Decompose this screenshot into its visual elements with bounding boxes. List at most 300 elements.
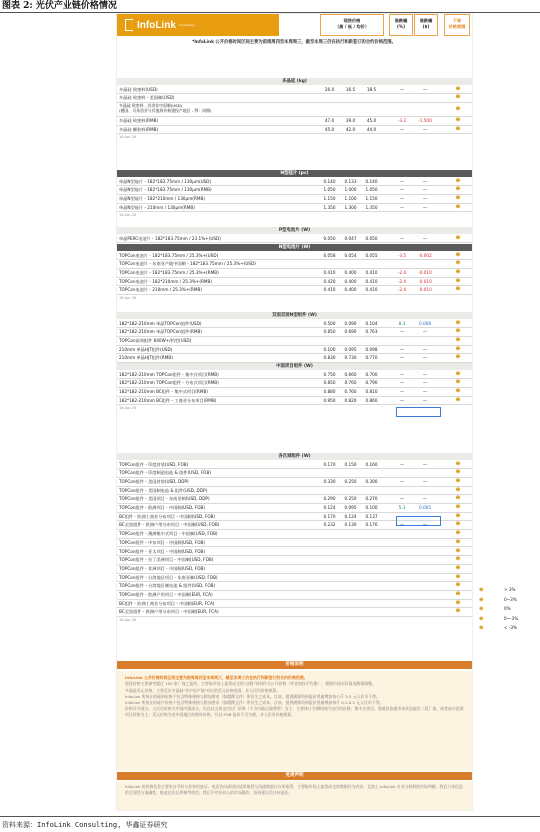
table-row [117, 530, 472, 539]
price-avg: 0.770 [365, 355, 378, 361]
forecast-icon: ☻ [455, 557, 461, 563]
product-name: TOPCon电池片 - 182*183.75mm / 25.3%+(RMB) [119, 269, 219, 275]
price-high: 0.170 [323, 461, 336, 467]
table-row [117, 186, 472, 195]
price-low: 0.760 [344, 380, 357, 386]
price-avg: 0.300 [365, 478, 378, 484]
brand-sub: Consulting [178, 23, 195, 27]
forecast-icon: ☻ [455, 178, 461, 184]
note-line: InfoLink 公开价格时间区间主要为前周周四至本周周三，截至本周三仍在执行和新签订的合约价格范围。 [125, 675, 308, 680]
price-low: 0.133 [344, 178, 357, 184]
price-avg: 0.410 [365, 269, 378, 275]
table-row [117, 388, 472, 397]
product-name: TOPCon组件 - 台湾地区项目 - 东南亚制(USD, FOB) [119, 574, 218, 580]
price-low: 0.130 [344, 522, 357, 528]
price-high: 1.050 [323, 187, 336, 193]
product-name: BC全黑组件 - 欧洲户用分布项目 - 中国制(USD, FOB) [119, 522, 220, 528]
section-title-regional-module: 各区域组件 (W) [117, 453, 472, 460]
table-row [117, 278, 472, 287]
figure-title: 图表 2: 光伏产业链价格情况 [2, 1, 117, 11]
product-name: TOPCon组件 - 欧洲项目 - 中国制(USD, FOB) [119, 505, 206, 510]
change-abs: -0.010 [418, 287, 432, 293]
table-row [117, 260, 472, 269]
price-head-1: 现货价格 [343, 18, 361, 23]
product-name: 182*182-210mm TOPCon组件 - 集中式项目(RMB) [119, 371, 219, 377]
forecast-icon: ☻ [455, 574, 461, 580]
change-abs: — [422, 235, 428, 241]
price-high: 0.880 [323, 388, 336, 394]
forecast-icon: ☻ [455, 609, 461, 615]
brand-banner [117, 14, 279, 36]
change-abs: — [422, 346, 428, 352]
forecast-icon: ☻ [455, 600, 461, 606]
product-name: TOPCon组件 - 非洲项目 - 中国制(USD, FOB) [119, 565, 206, 571]
product-name: 多晶硅 致密料 - 美国制(USD) [119, 95, 175, 101]
legend-item [476, 585, 536, 595]
price-avg: 0.410 [365, 287, 378, 293]
table-row [117, 487, 472, 496]
change-abs: -1.500 [418, 117, 432, 123]
forecast-icon: ☻ [455, 261, 461, 267]
price-avg: 0.137 [365, 513, 378, 519]
price-high: 0.140 [323, 178, 336, 184]
change-pct: 5.3 [398, 505, 406, 510]
price-avg: 1.150 [365, 195, 378, 201]
section-title-polysilicon: 多晶硅 (kg) [117, 78, 472, 85]
forecast-icon: ☻ [455, 496, 461, 502]
product-name: BC组件 - 欧洲工商业分布项目 - 中国制(EUR, FCA) [119, 600, 215, 606]
change-abs: — [422, 496, 428, 502]
table-row [117, 252, 472, 261]
price-notes [117, 671, 472, 771]
section-title-n-cell: N型电池片 (W) [117, 244, 472, 251]
product-name: 多晶硅 颗粒料(RMB) [119, 126, 159, 132]
forecast-icon: ☻ [455, 204, 461, 210]
price-low: 0.095 [344, 346, 357, 352]
product-name: TOPCon电池片 - 182*183.75mm / 25.3%+(USD) [119, 252, 219, 258]
table-row [117, 346, 472, 355]
price-high: 45.0 [324, 126, 335, 132]
chg-col-header [389, 14, 413, 36]
pred-head-2: 价格预测 [448, 24, 466, 29]
change-pct: — [399, 235, 405, 241]
change-pct: — [399, 126, 405, 132]
product-name: TOPCon电池片 - 东南亚产地中国制 - 182*183.75mm / 25.3%+(USD) [119, 261, 256, 267]
date-stamp: 18-Apr-26 [119, 405, 137, 410]
table-row [117, 379, 472, 388]
forecast-icon: ☻ [455, 470, 461, 476]
legend-item [476, 595, 536, 605]
change-abs: — [422, 126, 428, 132]
price-low: 0.760 [344, 388, 357, 394]
table-row [117, 504, 472, 513]
price-low: 0.690 [344, 329, 357, 335]
date-stamp: 18-Apr-26 [119, 134, 137, 139]
price-high: 47.0 [324, 117, 335, 123]
price-high: 1.350 [323, 204, 336, 210]
price-high: 0.410 [323, 269, 336, 275]
table-row [117, 94, 472, 103]
forecast-icon: ☻ [455, 461, 461, 467]
price-high: 0.058 [323, 252, 336, 258]
forecast-icon: ☻ [455, 522, 461, 528]
change-pct: -2.4 [397, 269, 407, 275]
note-line: InfoLink 所统计的硅料价格不包含特殊规格与附加要求（如精撰文件）所衍生之成本。目前，提供溯源资料报价普遍增加每公斤 3-5 元人民币不等。 [125, 693, 380, 699]
product-name [119, 103, 212, 113]
table-row [117, 269, 472, 278]
table-row [117, 286, 472, 295]
price-avg: 0.700 [365, 371, 378, 377]
price-avg: 0.810 [365, 388, 378, 394]
section-title-bifacial-module: 双面双玻N型组件 (W) [117, 312, 472, 319]
forecast-icon: ☻ [455, 539, 461, 545]
forecast-icon: ☻ [455, 397, 461, 403]
table-row [117, 574, 472, 583]
product-name: 多晶硅 致密料(USD) [119, 86, 158, 92]
section-title-p-cell: P型电池片 (W) [117, 227, 472, 234]
product-name: TOPCon组件 - 印度制造电池 & 组件(USD, FOB) [119, 470, 211, 476]
chg-head-2: (%) [396, 24, 406, 29]
date-stamp: 18-Apr-26 [119, 617, 137, 622]
price-avg: 1.350 [365, 204, 378, 210]
pred-head-1: 下周 [452, 18, 462, 23]
price-low: 42.0 [345, 126, 356, 132]
price-head-2: （高 / 低 / 均价） [334, 24, 370, 29]
legend-item [476, 614, 536, 624]
legend-label: < -3% [504, 625, 517, 630]
price-avg: 0.098 [365, 346, 378, 352]
price-avg: 0.176 [365, 522, 378, 528]
price-high: 0.290 [323, 496, 336, 502]
product-name: 单晶N型硅片 - 210mm / 130μm(RMB) [119, 204, 195, 210]
product-name: 182*182-210mm 单晶TOPCon组件(RMB) [119, 329, 203, 335]
change-pct: -2.4 [397, 278, 407, 284]
price-avg: 0.270 [365, 496, 378, 502]
change-pct: — [399, 461, 405, 467]
change-pct: — [399, 522, 405, 528]
forecast-icon: ☻ [455, 380, 461, 386]
table-row [117, 103, 472, 117]
price-low: 0.150 [344, 461, 357, 467]
change-pct: — [399, 355, 405, 361]
date-stamp: 18-Apr-26 [119, 212, 137, 217]
note-line: 多晶硅美元价格，主要反应多晶硅"非中国产地"对应的美元价格范围，非人民币价格换算。 [125, 687, 281, 693]
change-abs: — [422, 204, 428, 210]
forecast-icon: ☻ [455, 252, 461, 258]
change-pct: — [399, 380, 405, 386]
change-pct: — [399, 346, 405, 352]
product-name: 单晶PERC电池片 - 182*183.75mm / 23.1%+(USD) [119, 235, 221, 241]
forecast-icon: ☻ [455, 531, 461, 537]
forecast-icon: ☻ [455, 86, 461, 92]
forecast-icon: ☻ [455, 592, 461, 597]
change-pct: -3.5 [397, 252, 407, 258]
table-row [117, 469, 472, 478]
forecast-icon: ☻ [455, 505, 461, 510]
price-low: 16.5 [345, 86, 356, 92]
smiley-icon: ☻ [479, 606, 484, 611]
forecast-icon: ☻ [455, 487, 461, 493]
price-high: 0.170 [323, 513, 336, 519]
price-low: 0.054 [344, 252, 357, 258]
legend-label: > 3% [504, 587, 516, 592]
forecast-icon: ☻ [455, 278, 461, 284]
forecast-icon: ☻ [455, 195, 461, 201]
change-pct: — [399, 388, 405, 394]
price-avg: 0.790 [365, 380, 378, 386]
price-low: 1.000 [344, 187, 357, 193]
change-pct: — [399, 187, 405, 193]
change-pct: — [399, 329, 405, 335]
table-row [117, 556, 472, 565]
change-pct: — [399, 195, 405, 201]
change-abs: — [422, 86, 428, 92]
forecast-icon: ☻ [455, 513, 461, 519]
change-abs: — [422, 178, 428, 184]
change-abs: 0.008 [419, 320, 431, 326]
table-row [117, 328, 472, 337]
product-name: TOPCon组件 - 亚太项目 - 中国制(USD, FOB) [119, 548, 206, 554]
product-name: 单晶N型硅片 - 182*210mm / 130μm(RMB) [119, 195, 205, 201]
forecast-icon: ☻ [455, 371, 461, 377]
price-high: 0.500 [323, 320, 336, 326]
forecast-icon: ☻ [455, 95, 461, 101]
price-high: 0.850 [323, 329, 336, 335]
disclaimer-text: InfoLink 的价格信息主要来自平时与业界的查证、电话访问或请访谈所取得与沟通数据计自所取得，主要取市场上最常成交的数据作为内容，且加上 InfoLink 专业分析群的市场判断，我们力求信息的全面性与准确性，惟此信息仅供参考使用，我们不对任何人的市场操作、投资建议负任何责任。 [117, 781, 472, 810]
forecast-icon: ☻ [455, 478, 461, 484]
legend-label: 0~3% [504, 596, 517, 602]
disclaimer-title: 免责声明 [117, 772, 472, 780]
table-row [117, 126, 472, 135]
infolink-logo-icon [125, 19, 133, 31]
product-name: TOPCon组件 - 中东项目 - 中国制(USD, FOB) [119, 539, 206, 545]
change-abs: — [422, 522, 428, 528]
price-low: 39.0 [345, 117, 356, 123]
price-avg: 0.160 [365, 461, 378, 467]
table-row [117, 204, 472, 213]
change-abs: — [422, 355, 428, 361]
change-pct: — [399, 371, 405, 377]
product-name: TOPCon高效组件 640W+/档型(USD) [119, 337, 192, 343]
product-name: 单晶N型硅片 - 182*183.75mm / 130μm(USD) [119, 178, 212, 184]
change-pct: -2.4 [397, 287, 407, 293]
price-avg: 0.410 [365, 278, 378, 284]
product-name: TOPCon电池片 - 182*210mm / 25.3%+(RMB) [119, 278, 213, 284]
product-name: BC全黑组件 - 欧洲户用分布项目 - 中国制(EUR, FCA) [119, 609, 219, 615]
legend-label: 0~-3% [504, 615, 519, 621]
price-avg: 44.0 [366, 126, 377, 132]
change-abs: 0.005 [419, 505, 431, 510]
smiley-icon: ☻ [479, 596, 484, 602]
source-note: 资料来源：InfoLink Consulting, 华鑫证券研究 [2, 821, 168, 829]
section-title-china-module: 中国项目组件 (W) [117, 363, 472, 370]
table-row [117, 565, 472, 574]
product-name: 多晶硅 致密料(RMB) [119, 117, 159, 123]
price-high: 0.950 [323, 397, 336, 403]
product-name: TOPCon组件 - 美国制电池 & 组件(USD, DDP) [119, 487, 208, 493]
table-row [117, 600, 472, 609]
price-low: 0.400 [344, 287, 357, 293]
brand-name: InfoLink [137, 19, 176, 31]
smiley-icon: ☻ [479, 615, 484, 621]
change-pct: — [399, 397, 405, 403]
table-row [117, 495, 472, 504]
price-high: 0.410 [323, 287, 336, 293]
note-line: 价格环节部分，人民币价格为中国内需部分，均在以当周交付出厂价格（不含内陆运输费用）为主；主要统计当期时间内交付的价格；集中式项目，需低价依据市场状态报价二段厂家，或者部分范围项目价格为主；美元价格为非中国地区的海外价格，并以 FOB 报价不含关税，并人民币价格换算。 [125, 706, 464, 717]
change-abs: — [422, 329, 428, 335]
change-abs: -0.010 [418, 278, 432, 284]
price-low: 0.095 [344, 505, 357, 510]
forecast-icon: ☻ [455, 287, 461, 293]
chg2-head-2: ($) [422, 24, 430, 29]
product-name: TOPCon组件 - 美国项目 - 东南亚制(USD, DDP) [119, 496, 210, 502]
change-pct: — [399, 496, 405, 502]
price-high: 0.750 [323, 371, 336, 377]
forecast-icon: ☻ [455, 320, 461, 326]
change-abs: — [422, 195, 428, 201]
change-pct: -3.2 [397, 117, 407, 123]
forecast-icon: ☻ [455, 355, 461, 361]
price-high: 26.0 [324, 86, 335, 92]
price-low: 0.730 [344, 355, 357, 361]
product-name-line: 多晶硅 致密料 - 其余非中国制(USD) [119, 103, 183, 109]
table-row [117, 548, 472, 557]
forecast-legend [476, 585, 536, 633]
product-name: 182*182-210mm BC组件 - 工商业分布项目(RMB) [119, 397, 217, 403]
smiley-icon: ☻ [479, 587, 484, 592]
table-row [117, 591, 472, 600]
change-pct: — [399, 86, 405, 92]
price-high: 0.050 [323, 235, 336, 241]
change-abs: — [422, 380, 428, 386]
price-high: 0.420 [323, 278, 336, 284]
forecast-icon: ☻ [455, 329, 461, 335]
pred-col-header [444, 14, 470, 36]
price-avg: 0.055 [365, 252, 378, 258]
product-name: 182*182-210mm TOPCon组件 - 分布式项目(RMB) [119, 380, 219, 386]
change-pct: — [399, 478, 405, 484]
highlight-box [396, 516, 441, 526]
product-name: TOPCon组件 - 澳洲集中式项目 - 中国制(USD, FOB) [119, 531, 218, 537]
forecast-icon: ☻ [455, 346, 461, 352]
price-avg: 0.100 [365, 505, 378, 510]
table-row [117, 371, 472, 380]
product-name: TOPCon组件 - 欧洲户用项目 - 中国制(EUR, FCA) [119, 592, 213, 597]
product-name: TOPCon组件 - 美国封装(USD, DDP) [119, 478, 189, 484]
date-stamp: 18-Apr-26 [119, 295, 137, 300]
forecast-icon: ☻ [455, 106, 461, 112]
price-low: 0.250 [344, 496, 357, 502]
change-abs: — [422, 187, 428, 193]
price-high: 0.232 [323, 522, 336, 528]
change-abs: — [422, 513, 428, 519]
table-row [117, 117, 472, 126]
product-name: 210mm 单晶HJT组件(USD) [119, 346, 173, 352]
price-col-header [320, 14, 384, 36]
price-high: 1.150 [323, 195, 336, 201]
price-low: 1.300 [344, 204, 357, 210]
change-abs: — [422, 397, 428, 403]
change-abs: -0.010 [418, 269, 432, 275]
legend-item [476, 623, 536, 633]
change-pct: — [399, 178, 405, 184]
forecast-icon: ☻ [455, 187, 461, 193]
forecast-icon: ☻ [455, 565, 461, 571]
forecast-icon: ☻ [455, 269, 461, 275]
change-abs: — [422, 461, 428, 467]
price-avg: 1.050 [365, 187, 378, 193]
price-high: 0.124 [323, 505, 336, 510]
forecast-icon: ☻ [455, 117, 461, 123]
table-row [117, 86, 472, 95]
table-row [117, 582, 472, 591]
forecast-icon: ☻ [455, 548, 461, 554]
highlight-box [396, 407, 441, 417]
change-abs: -0.002 [418, 252, 432, 258]
table-row [117, 397, 472, 406]
table-row [117, 195, 472, 204]
forecast-icon: ☻ [455, 388, 461, 394]
forecast-icon: ☻ [455, 583, 461, 589]
table-row [117, 461, 472, 470]
price-low: 0.660 [344, 371, 357, 377]
table-row [117, 539, 472, 548]
price-avg: 18.5 [366, 86, 377, 92]
product-name: 210mm 单晶HJT组件(RMB) [119, 355, 173, 361]
price-low: 0.400 [344, 278, 357, 284]
price-avg: 0.763 [365, 329, 378, 335]
price-high: 0.100 [323, 346, 336, 352]
product-name-line: (德国、马来西亚与其他海外新建投产地区 - 例：同僚) [119, 107, 212, 113]
forecast-icon: ☻ [455, 337, 461, 343]
price-avg: 0.050 [365, 235, 378, 241]
price-low: 0.400 [344, 269, 357, 275]
price-low: 0.124 [344, 513, 357, 519]
product-name: TOPCon组件 - 拉丁美洲项目 - 中国制(USD, FOB) [119, 557, 214, 563]
product-name: TOPCon电池片 - 210mm / 25.3%+(RMB) [119, 287, 202, 293]
product-name: 182*182-210mm BC组件 - 集中式项目(RMB) [119, 388, 208, 394]
note-line: InfoLink 所统计的硅片价格不包含特殊规格与附加要求（如精撰文件）所衍生之成本。目前，提供溯源资料报价普遍增加每片 0.1-0.2 元人民币不等。 [125, 700, 384, 706]
intro-note: *InfoLink 公开价格时间区间主要为前周周四至本周周三，截至本周三仍在执行和新签订的合约价格范围。 [192, 40, 396, 45]
legend-item [476, 604, 536, 614]
product-name: BC组件 - 欧洲工商业分布项目 - 中国制(USD, FOB) [119, 513, 216, 519]
product-name: 单晶N型硅片 - 182*183.75mm / 130μm(RMB) [119, 187, 212, 193]
change-pct: 8.3 [398, 320, 406, 326]
price-avg: 45.0 [366, 117, 377, 123]
forecast-icon: ☻ [455, 235, 461, 241]
chg2-head-1: 涨跌幅 [419, 18, 433, 23]
legend-label: 0% [504, 606, 511, 611]
change-pct: — [399, 204, 405, 210]
price-low: 1.100 [344, 195, 357, 201]
price-avg: 0.860 [365, 397, 378, 403]
price-high: 0.830 [323, 355, 336, 361]
table-row [117, 235, 472, 244]
notes-title: 价格说明 [117, 661, 472, 669]
section-title-n-wafer: N型硅片 (pc) [117, 170, 472, 177]
table-row [117, 354, 472, 363]
price-report-card [117, 14, 472, 810]
price-low: 0.250 [344, 478, 357, 484]
price-high: 0.850 [323, 380, 336, 386]
change-abs: — [422, 388, 428, 394]
price-avg: 0.140 [365, 178, 378, 184]
table-row [117, 608, 472, 617]
chg2-col-header [414, 14, 438, 36]
price-low: 0.090 [344, 320, 357, 326]
chg-head-1: 涨跌幅 [394, 18, 408, 23]
smiley-icon: ☻ [479, 625, 484, 630]
